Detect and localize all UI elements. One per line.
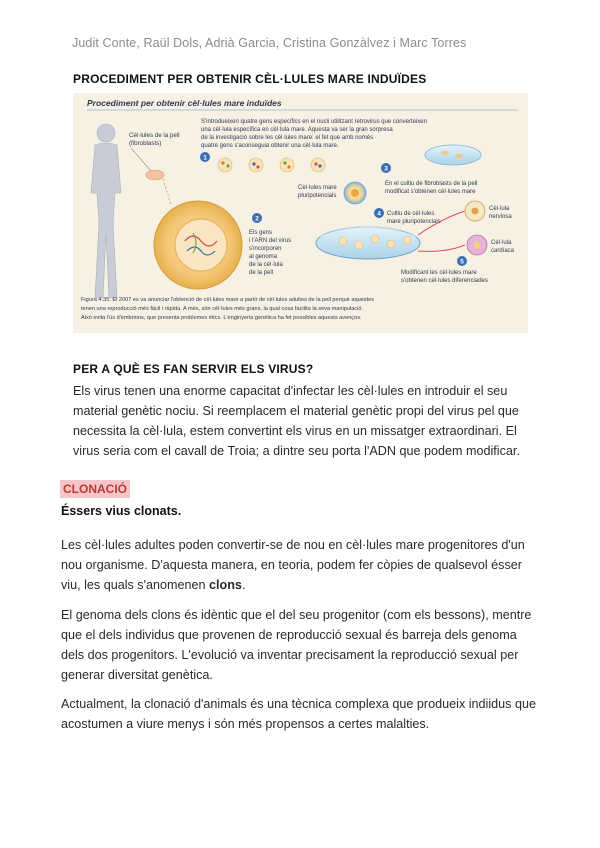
step2-line6: de la pell: [249, 270, 274, 276]
step2-line1: Els gens: [249, 230, 273, 236]
p1-end: .: [241, 578, 246, 592]
culture-dish-icon: [316, 227, 420, 259]
step5-line1: Modificant les cèl·lules mare: [401, 270, 477, 276]
step2-line2: i l'ARN del virus: [249, 238, 292, 244]
label-pluripotent-sub: pluripotencials: [298, 193, 337, 199]
human-silhouette-icon: [91, 124, 121, 298]
figure-caption-line1: Figura 4.35. El 2007 es va anunciar l'obtenció de cèl·lules mare a partir de cèl·lules adultes de la pell perquè aquestes: [81, 297, 375, 303]
label-heart-cell: Cèl·lula: [491, 240, 512, 246]
figure-caption-line3: Això evita l'ús d'embrions, que presenta problemes ètics. L'enginyeria genètica ha fet possibles aquests avenços.: [81, 315, 362, 321]
step1-line2: una cèl·lula específica en cèl·lula mare. Aquesta va ser la gran sorpresa: [201, 127, 393, 133]
step-number-1: 1: [203, 154, 207, 162]
step-number-4: 4: [377, 210, 381, 218]
label-skin-cells: Cèl·lules de la pell: [129, 132, 180, 139]
step5-line2: s'obtenen cèl·lules diferenciades: [401, 278, 488, 284]
stem-cell-procedure-figure: [73, 93, 528, 333]
step3-line1: En el cultiu de fibroblasts de la pell: [385, 181, 478, 187]
step2-line5: de la cèl·lula: [249, 262, 283, 268]
step4-line1: Cultiu de cèl·lules: [387, 211, 435, 217]
label-pluripotent: Cèl·lules mare: [298, 185, 337, 191]
page-header-authors: Judit Conte, Raül Dols, Adrià Garcia, Cristina Gonzàlvez i Marc Torres: [72, 36, 467, 50]
subtitle-cloned-beings: Éssers vius clonats.: [61, 504, 182, 518]
nerve-cell-icon: [465, 201, 485, 221]
step-number-2: 2: [255, 215, 259, 223]
label-heart-cell-sub: cardíaca: [491, 248, 515, 254]
figure-heading: Procediment per obtenir cèl·lules mare induïdes: [87, 98, 282, 108]
section-title-viruses: PER A QUÈ ES FAN SERVIR ELS VIRUS?: [73, 362, 314, 376]
step-number-3: 3: [384, 165, 388, 173]
petri-dish-top-icon: [425, 145, 481, 165]
step4-line2: mare pluripotencials: [387, 219, 441, 225]
step2-line4: al genoma: [249, 254, 278, 260]
virus-particles-icon: [218, 158, 325, 172]
section-title-cloning: CLONACIÓ: [60, 480, 130, 498]
clones-term: clons: [209, 578, 242, 592]
label-skin-cells-sub: (fibroblasts): [129, 140, 162, 147]
p1-text: Les cèl·lules adultes poden convertir-se de nou en cèl·lules mare progenitores d'un nou organisme. D'aquesta manera, en teoria, podem fer còpies de qualsevol ésser viu, les quals s'anomenen: [61, 538, 525, 592]
step1-line1: S'introdueixen quatre gens específics en el nucli utilitzant retrovirus que converteixen: [201, 119, 427, 125]
step1-line4: quatre gens s'aconseguia obtenir una cèl·lula mare.: [201, 143, 339, 149]
viruses-paragraph: Els virus tenen una enorme capacitat d'infectar les cèl·lules en introduir el seu material genètic nociu. Si reemplacem el material genètic propi del virus pel que necessita la cèl·lula, estem convertint els virus en un missatger extraordinari. El virus seria com el cavall de Troia; a dintre seu porta l'ADN que podem modificar.: [73, 384, 520, 458]
step3-line2: modificat s'obtenen cèl·lules mare: [385, 189, 476, 195]
heart-cell-icon: [467, 235, 487, 255]
step1-line3: de la investigació sobre les cèl·lules mare: el fet que amb només: [201, 135, 374, 141]
step-number-5: 5: [460, 258, 464, 266]
step2-line3: s'incorporen: [249, 246, 282, 252]
figure-caption-line2: tenen una reproducció més fàcil i ràpida. A més, són cèl·lules més grans, la qual cosa facilita la seva manipulació.: [81, 306, 364, 312]
section-title-induced-stem-cells: PROCEDIMENT PER OBTENIR CÈL·LULES MARE INDUÏDES: [73, 72, 427, 86]
procedure-diagram: [73, 93, 528, 333]
cloning-paragraph-3: Actualment, la clonació d'animals és una tècnica complexa que produeix indiidus que acostumen a viure menys i són més propensos a certes malalties.: [61, 697, 536, 731]
skin-cell-nucleus-icon: [154, 201, 242, 289]
label-nerve-cell: Cèl·lula: [489, 206, 510, 212]
cloning-paragraph-1: [61, 535, 539, 595]
cloning-paragraph-2: El genoma dels clons és idèntic que el del seu progenitor (com els bessons), mentre que el dels individus que provenen de reproducció sexual és barreja dels genoma dels dos progenitors. L'evolució va inventar precisament la reproducció sexual per generar diversitat genètica.: [61, 608, 532, 682]
label-nerve-cell-sub: nerviosa: [489, 214, 512, 220]
